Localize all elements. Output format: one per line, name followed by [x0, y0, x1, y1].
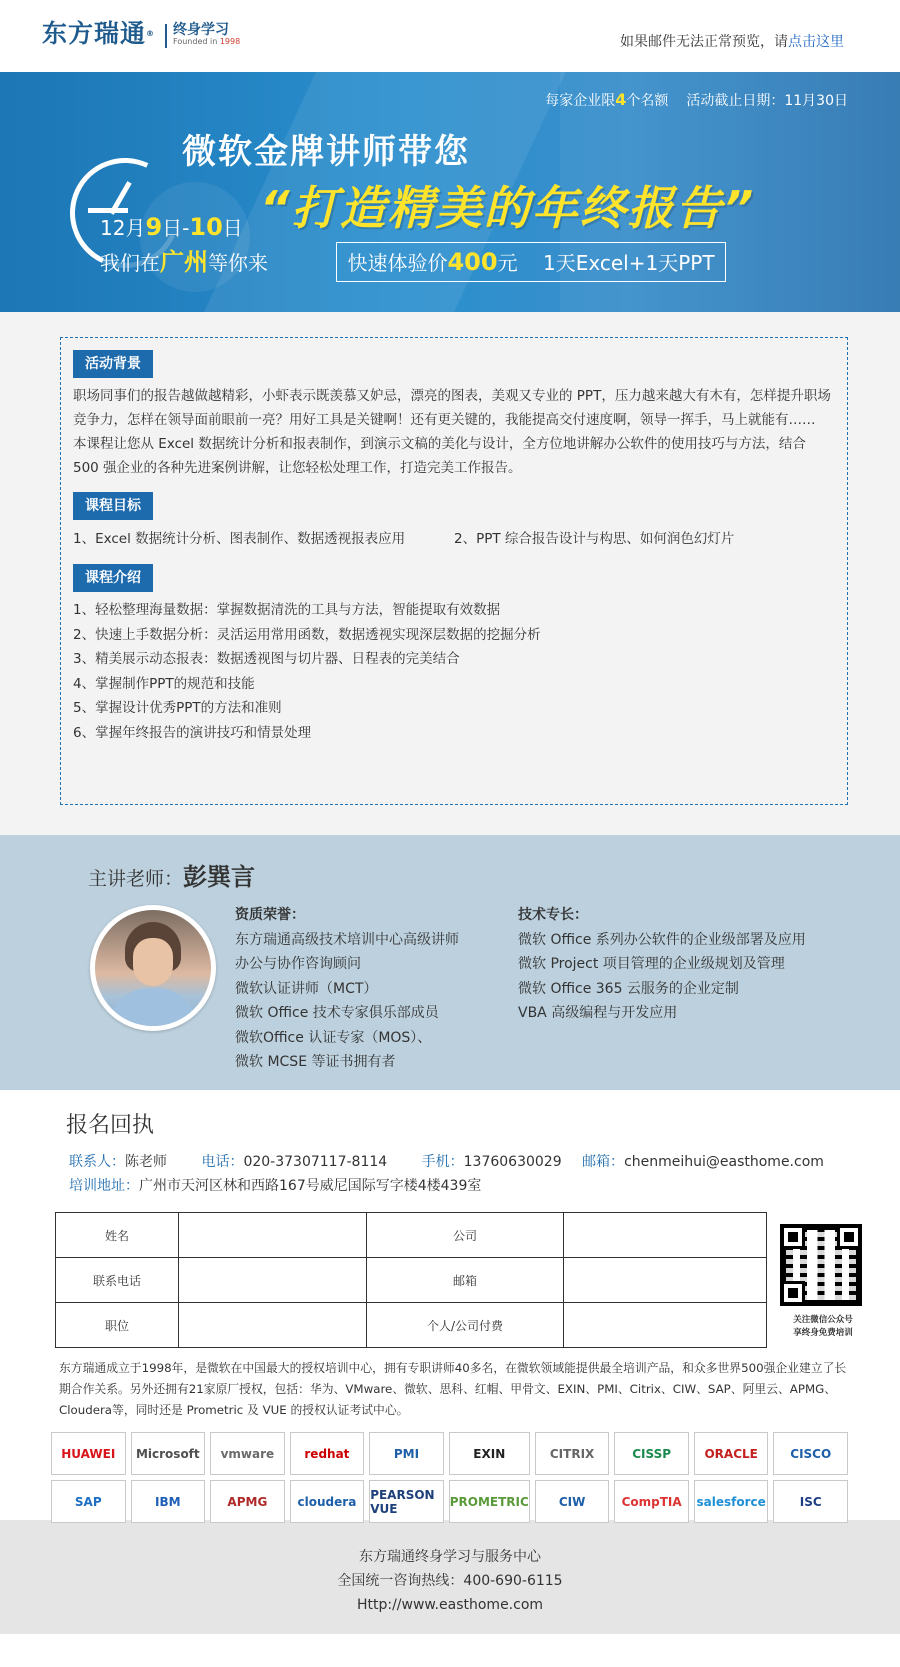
pay-label: 个人/公司付费 [367, 1303, 564, 1348]
intro-list [73, 598, 835, 745]
wechat-qr-code [780, 1224, 862, 1306]
background-tag: 活动背景 [73, 350, 153, 378]
honor-item: 微软Office 认证专家（MOS）、 [235, 1029, 432, 1046]
huawei-logo: HUAWEI [51, 1432, 126, 1475]
registration-section [0, 1090, 900, 1520]
apmg-logo: APMG [210, 1480, 285, 1523]
teacher-title: 主讲老师：彭巽言 [88, 863, 256, 891]
price-box: 快速体验价400元 1天Excel+1天PPT [336, 242, 726, 282]
name-label: 姓名 [56, 1213, 179, 1258]
company-field[interactable] [564, 1213, 767, 1258]
footer [0, 1520, 900, 1634]
teacher-name: 彭巽言 [183, 863, 256, 891]
ciw-logo: CIW [535, 1480, 610, 1523]
cissp-logo: CISSP [614, 1432, 689, 1475]
pay-field[interactable] [564, 1303, 767, 1348]
skill-list: 技术专长： 微软 Office 系列办公软件的企业级部署及应用 微软 Project 项目管理的企业级规划及管理 微软 Office 365 云服务的企业定制 VBA 高级编程与开发应用 [518, 903, 806, 1026]
footer-hotline: 全国统一咨询热线：400-690-6115 [337, 1573, 563, 1589]
honor-list: 资质荣誉： 东方瑞通高级技术培训中心高级讲师 办公与协作咨询顾问 微软认证讲师（MCT） 微软 Office 技术专家俱乐部成员 微软Office 认证专家（MOS）、 微软 MCSE 等证书拥有者 [235, 903, 459, 1075]
honor-item: 微软 MCSE 等证书拥有者 [235, 1054, 396, 1070]
background-paragraph-2: 本课程让您从 Excel 数据统计分析和报表制作，到演示文稿的美化与设计，全方位地讲解办公软件的使用技巧与方法，结合 500 强企业的各种先进案例讲解，让您轻松处理工作，打造完美工作报告。 [73, 436, 806, 476]
intro-item: 4、掌握制作PPT的规范和技能 [73, 675, 255, 692]
company-about: 东方瑞通成立于1998年，是微软在中国最大的授权培训中心，拥有专职讲师40多名，在微软领域能提供最全培训产品，和众多世界500强企业建立了长期合作关系。另外还拥有21家原厂授权，包括：华为、VMware、微软、思科、红帽、甲骨文、EXIN、PMI、Citrix、CIW、SAP、阿里云、APMG、Cloudera等，同时还是 Prometric 及 VUE 的授权认证考试中心。 [59, 1361, 847, 1417]
company-label: 公司 [367, 1213, 564, 1258]
intro-item: 6、掌握年终报告的演讲技巧和情景处理 [73, 724, 312, 741]
skill-item: 微软 Office 365 云服务的企业定制 [518, 980, 739, 997]
deadline-text: 活动截止日期：11月30日 [686, 93, 848, 109]
email-header [0, 0, 900, 72]
registration-title: 报名回执 [66, 1113, 155, 1138]
salesforce-logo: salesforce [694, 1480, 769, 1523]
citrix-logo: CITRIX [535, 1432, 610, 1475]
microsoft-logo: Microsoft [131, 1432, 206, 1475]
qr-caption: 关注微信公众号 享终身免费培训 [793, 1315, 853, 1338]
goal-tag: 课程目标 [73, 492, 153, 520]
registered-mark: ® [146, 29, 156, 38]
skill-item: VBA 高级编程与开发应用 [518, 1005, 678, 1021]
company-logo[interactable] [42, 20, 240, 48]
isc-logo: ISC [773, 1480, 848, 1523]
registration-form [55, 1212, 767, 1348]
avatar [90, 905, 216, 1031]
course-box [60, 337, 848, 805]
intro-item: 5、掌握设计优秀PPT的方法和准则 [73, 700, 282, 716]
cisco-logo: CISCO [773, 1432, 848, 1475]
preview-notice: 如果邮件无法正常预览，请点击这里 [620, 34, 844, 50]
tel-field[interactable] [179, 1258, 367, 1303]
goal-list [73, 526, 835, 552]
banner-subtitle: 微软金牌讲师带您 [182, 132, 470, 172]
prometric-logo: PROMETRIC [449, 1480, 530, 1523]
exin-logo: EXIN [449, 1432, 530, 1475]
mail-field[interactable] [564, 1258, 767, 1303]
intro-item: 2、快速上手数据分析：灵活运用常用函数，数据透视实现深层数据的挖掘分析 [73, 626, 541, 643]
hero-banner [0, 72, 900, 312]
quota-number: 4 [615, 90, 627, 109]
preview-link[interactable]: 点击这里 [788, 34, 844, 50]
goal-item: 2、PPT 综合报告设计与构思、如何润色幻灯片 [454, 531, 735, 547]
banner-title: “打造精美的年终报告” [260, 181, 756, 235]
intro-item: 3、精美展示动态报表：数据透视图与切片器、日程表的完美结合 [73, 651, 460, 667]
course-section [0, 312, 900, 835]
oracle-logo: ORACLE [694, 1432, 769, 1475]
sap-logo: SAP [51, 1480, 126, 1523]
logo-year: 1998 [219, 37, 241, 46]
background-paragraph-1: 职场同事们的报告越做越精彩，小虾表示既羡慕又妒忌，漂亮的图表，美观又专业的 PPT，压力越来越大有木有，怎样提升职场竞争力，怎样在领导面前眼前一亮？用好工具是关键啊！还有更关键的，我能提高交付速度啊，领导一挥手，马上就能有…… [73, 388, 831, 428]
skill-item: 微软 Office 系列办公软件的企业级部署及应用 [518, 931, 806, 948]
pmi-logo: PMI [369, 1432, 444, 1475]
honor-item: 东方瑞通高级技术培训中心高级讲师 [235, 931, 459, 948]
tel-label: 联系电话 [56, 1258, 179, 1303]
footer-org: 东方瑞通终身学习与服务中心 [359, 1549, 541, 1565]
honor-item: 办公与协作咨询顾问 [235, 956, 361, 972]
contact-info: 联系人：陈老师 电话：020-37307117-8114 手机：13760630029 邮箱：chenmeihui@easthome.com 培训地址：广州市天河区林和西路167号威尼国际写字楼4楼439室 [69, 1154, 824, 1194]
honor-item: 微软认证讲师（MCT） [235, 980, 378, 997]
event-place: 我们在广州等你来 [100, 248, 268, 276]
footer-website-link[interactable]: Http://www.easthome.com [356, 1597, 544, 1613]
redhat-logo: redhat [290, 1432, 365, 1475]
comptia-logo: CompTIA [614, 1480, 689, 1523]
partner-logos [51, 1432, 848, 1523]
skill-item: 微软 Project 项目管理的企业级规划及管理 [518, 956, 785, 972]
intro-item: 1、轻松整理海量数据：掌握数据清洗的工具与方法，智能提取有效数据 [73, 602, 501, 618]
position-field[interactable] [179, 1303, 367, 1348]
teacher-section [0, 835, 900, 1090]
logo-founded: Founded in [173, 37, 218, 46]
goal-item: 1、Excel 数据统计分析、图表制作、数据透视报表应用 [73, 531, 406, 547]
pearson-logo: PEARSON VUE [369, 1480, 444, 1523]
quota-deadline: 每家企业限4个名额 活动截止日期：11月30日 [545, 90, 848, 109]
honor-item: 微软 Office 技术专家俱乐部成员 [235, 1005, 439, 1021]
logo-subtitle: 终身学习 [173, 22, 230, 38]
event-date: 12月9日-10日 [100, 213, 243, 241]
cloudera-logo: cloudera [290, 1480, 365, 1523]
logo-text: 东方瑞通 [42, 19, 147, 48]
email-link[interactable]: chenmeihui@easthome.com [624, 1154, 824, 1170]
name-field[interactable] [179, 1213, 367, 1258]
intro-tag: 课程介绍 [73, 564, 153, 592]
vmware-logo: vmware [210, 1432, 285, 1475]
ibm-logo: IBM [131, 1480, 206, 1523]
mail-label: 邮箱 [367, 1258, 564, 1303]
position-label: 职位 [56, 1303, 179, 1348]
